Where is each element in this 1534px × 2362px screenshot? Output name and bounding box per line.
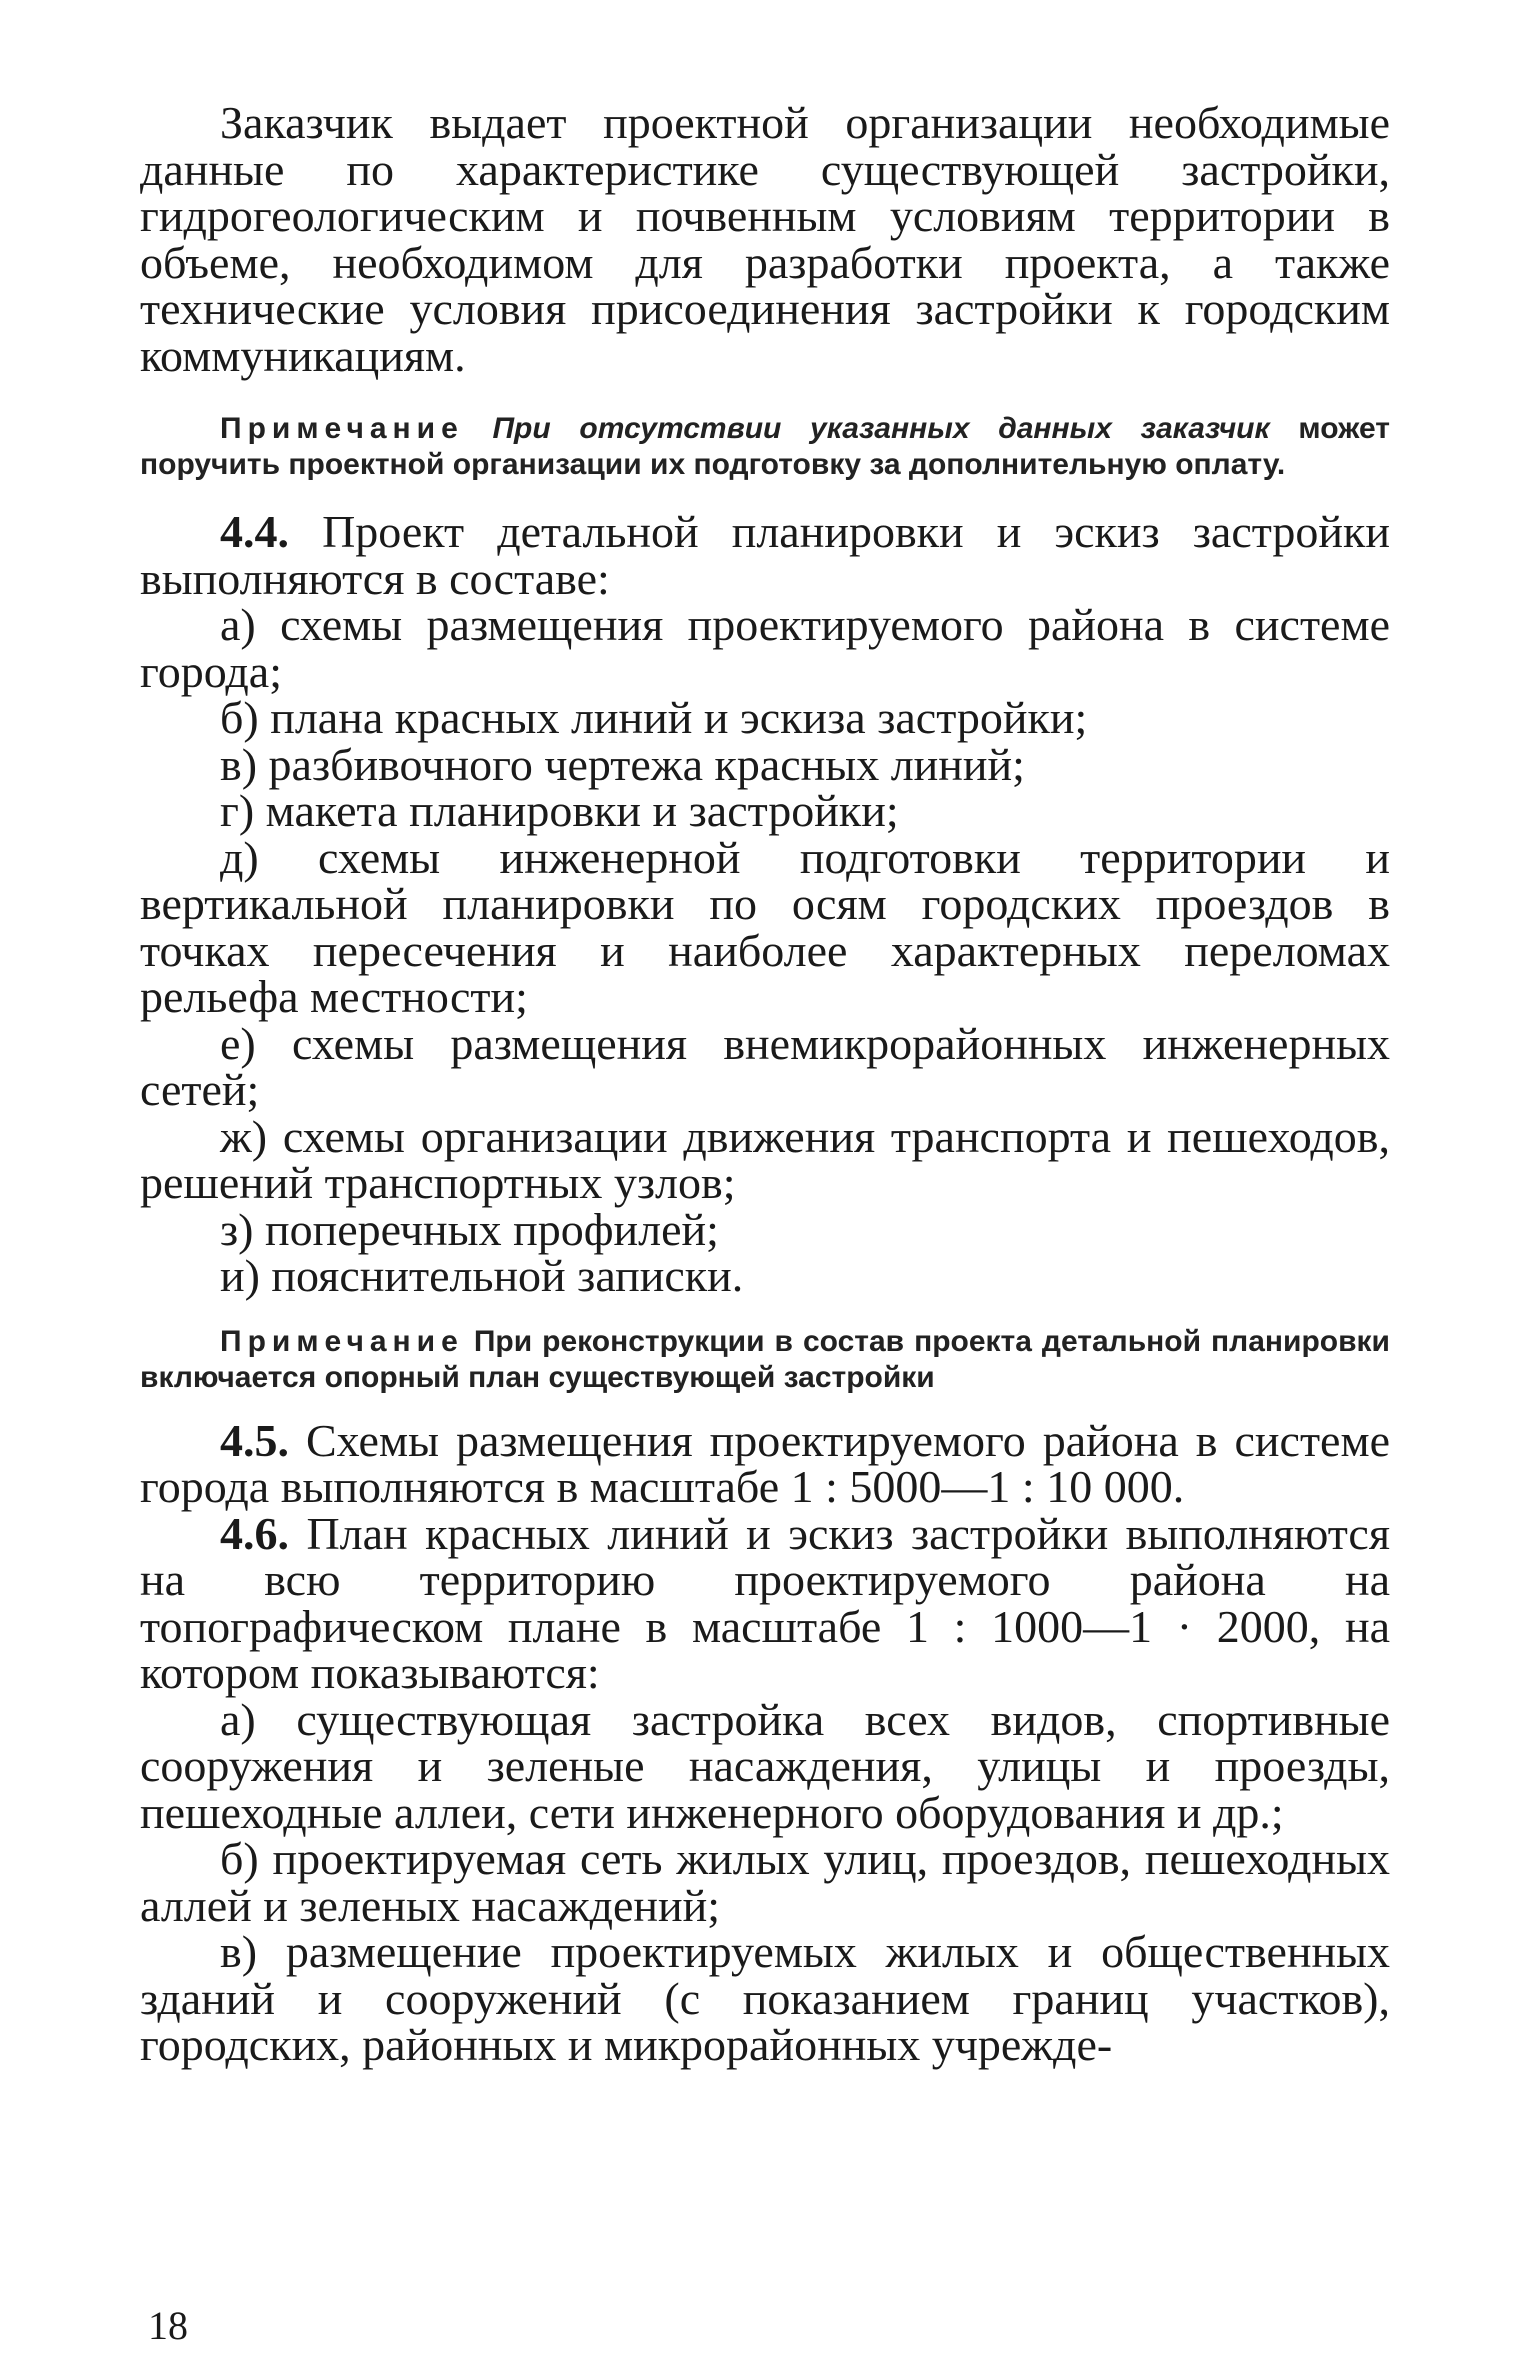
section-4-6-number: 4.6.: [220, 1507, 289, 1559]
intro-paragraph: Заказчик выдает проектной организации необходимые данные по характеристике существующей застройки, гидрогеологическим и почвенным условиям территории в объеме, необходимом для разработки проекта, а также технические условия присоединения застройки к городским коммуникациям.: [140, 97, 1390, 381]
note-2-text: При реконструкции в состав проекта детальной планировки включается опорный план существующей застройки: [140, 1324, 1390, 1394]
list-item: з) поперечных профилей;: [220, 1203, 719, 1255]
list-item: е) схемы размещения внемикрорайонных инженерных сетей;: [140, 1017, 1390, 1115]
note-1-rest: может поручить проектной организации их подготовку за дополнительную оплату.: [140, 412, 1390, 481]
section-4-6-text: План красных линий и эскиз застройки выполняются на всю территорию проектируемого района на топографическом плане в масштабе 1 : 1000—1 · 2000, на котором показываются:: [140, 1507, 1391, 1698]
page-number: 18: [148, 2303, 188, 2348]
section-4-5-text: Схемы размещения проектируемого района в системе города выполняются в масштабе 1 : 5000—1 : 10 000.: [140, 1414, 1391, 1512]
section-4-4-text: Проект детальной планировки и эскиз застройки выполняются в составе:: [140, 506, 1391, 604]
list-item: в) разбивочного чертежа красных линий;: [220, 738, 1025, 790]
note-1: [140, 411, 1390, 483]
section-4-5: [140, 1414, 1391, 1512]
section-4-4: [140, 506, 1391, 604]
note-2-label: Примечание: [220, 1324, 464, 1358]
note-1-label: Примечание: [220, 412, 464, 445]
list-item: в) размещение проектируемых жилых и общественных зданий и сооружений (с показанием границ участков), городских, районных и микрорайонных учрежде-: [140, 1926, 1390, 2070]
note-1-italic-text: При отсутствии указанных данных заказчик: [492, 412, 1270, 445]
list-item: б) плана красных линий и эскиза застройки;: [220, 692, 1088, 743]
list-item: д) схемы инженерной подготовки территории и вертикальной планировки по осям городских проездов в точках пересечения и наиболее характерных переломах рельефа местности;: [140, 831, 1390, 1022]
note-1-italic: [464, 412, 1270, 445]
list-item: б) проектируемая сеть жилых улиц, проездов, пешеходных аллей и зеленых насаждений;: [140, 1833, 1390, 1931]
list-item: и) пояснительной записки.: [220, 1250, 744, 1301]
section-4-5-number: 4.5.: [220, 1414, 289, 1466]
document-page: [140, 97, 1391, 2070]
section-4-6: [140, 1507, 1391, 1698]
list-item: а) схемы размещения проектируемого района в системе города;: [140, 599, 1390, 697]
section-4-4-number: 4.4.: [220, 506, 289, 557]
list-item: ж) схемы организации движения транспорта и пешеходов, решений транспортных узлов;: [140, 1110, 1390, 1208]
note-2: [140, 1324, 1390, 1396]
list-item: г) макета планировки и застройки;: [220, 785, 899, 836]
list-item: а) существующая застройка всех видов, спортивные сооружения и зеленые насаждения, улицы и проезды, пешеходные аллеи, сети инженерного оборудования и др.;: [140, 1693, 1390, 1838]
